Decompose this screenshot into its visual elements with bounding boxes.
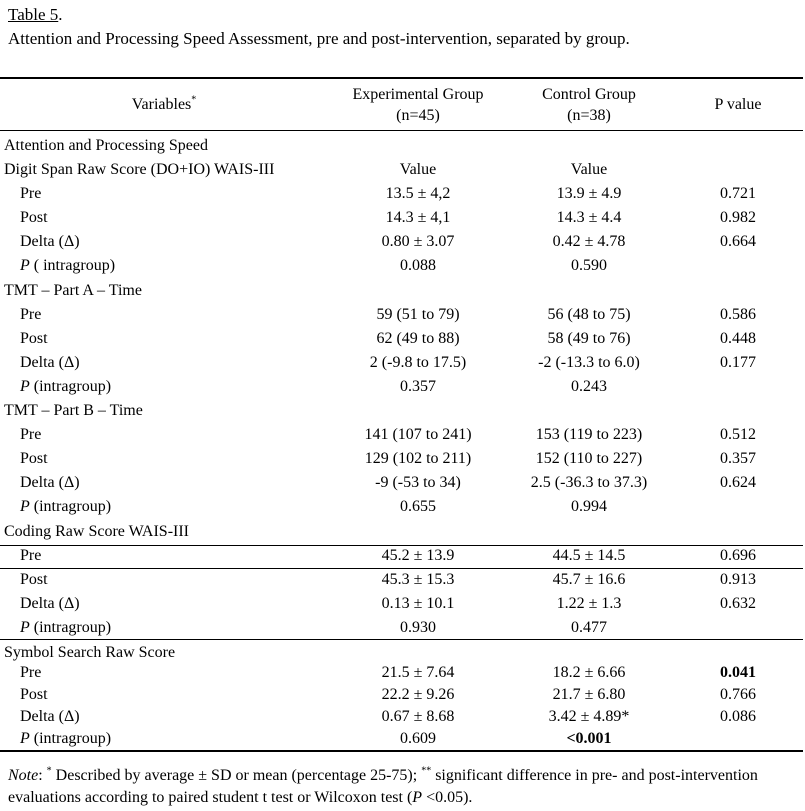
cell-control: 0.590 xyxy=(571,257,607,274)
cell-experimental: 22.2 ± 9.26 xyxy=(381,686,455,703)
cell-control: -2 (-13.3 to 6.0) xyxy=(538,354,640,371)
rule-symbol-search xyxy=(0,639,803,640)
row-label-text: Pre xyxy=(20,306,42,323)
cell-experimental: 2 (-9.8 to 17.5) xyxy=(369,354,467,371)
cell-p-value: 0.041 xyxy=(720,664,756,681)
row-label-text: Pre xyxy=(20,664,42,681)
row-label-p: P xyxy=(20,730,30,747)
cell-control: 153 (119 to 223) xyxy=(535,426,643,443)
row-label-p: P xyxy=(20,619,30,636)
note-p: P xyxy=(412,789,423,806)
header-variables-sup: * xyxy=(191,94,197,106)
header-control-title: Control Group xyxy=(542,86,636,103)
row-label xyxy=(20,377,111,397)
cell-p-value: 0.721 xyxy=(720,185,756,202)
cell-p-value: 0.632 xyxy=(720,595,756,612)
row-label xyxy=(20,425,41,445)
table-note xyxy=(8,765,798,809)
table-title: Attention and Processing Speed Assessment, pre and post-intervention, separated by group. xyxy=(8,29,630,48)
cell-control: 3.42 ± 4.89* xyxy=(548,708,630,725)
row-label xyxy=(20,570,48,590)
row-label xyxy=(20,729,111,749)
row-label-text: Delta (Δ) xyxy=(20,233,80,250)
header-experimental-title: Experimental Group xyxy=(352,86,484,103)
note-prefix: Note xyxy=(8,767,39,784)
row-label-text: Post xyxy=(20,571,48,588)
cell-control: <0.001 xyxy=(566,730,612,747)
row-label-text: Delta (Δ) xyxy=(20,708,80,725)
header-p-value: P value xyxy=(714,96,762,113)
row-label xyxy=(20,449,48,469)
section-title: Attention and Processing Speed xyxy=(4,137,208,154)
cell-control: 44.5 ± 14.5 xyxy=(552,547,626,564)
row-label xyxy=(20,546,41,566)
row-label xyxy=(20,208,48,228)
header-variables-label: Variables xyxy=(131,96,192,113)
row-label-text: Post xyxy=(20,686,48,703)
row-label xyxy=(20,473,80,493)
row-label xyxy=(20,184,41,204)
cell-control: 18.2 ± 6.66 xyxy=(552,664,626,681)
cell-experimental: 13.5 ± 4,2 xyxy=(385,185,451,202)
group-title: Symbol Search Raw Score xyxy=(4,644,176,661)
cell-experimental: 129 (102 to 211) xyxy=(364,450,472,467)
row-label xyxy=(20,594,80,614)
cell-p-value: 0.086 xyxy=(720,708,756,725)
cell-experimental: 0.930 xyxy=(400,619,436,636)
group-title: Coding Raw Score WAIS-III xyxy=(4,523,190,540)
row-label-p: P xyxy=(20,378,30,395)
row-label xyxy=(20,618,111,638)
header-rule xyxy=(0,130,803,131)
cell-experimental: -9 (-53 to 34) xyxy=(375,474,461,491)
cell-experimental: 14.3 ± 4,1 xyxy=(385,209,451,226)
cell-control: 45.7 ± 16.6 xyxy=(552,571,626,588)
row-label xyxy=(20,353,80,373)
note-sup-1: * xyxy=(46,765,52,777)
cell-p-value: 0.766 xyxy=(720,686,756,703)
cell-p-value: 0.586 xyxy=(720,306,756,323)
row-label xyxy=(20,685,48,705)
row-label-text: Pre xyxy=(20,547,42,564)
cell-experimental: 0.67 ± 8.68 xyxy=(381,708,455,725)
row-label xyxy=(20,329,48,349)
row-label-text: (intragroup) xyxy=(29,730,112,747)
row-label xyxy=(20,256,115,276)
cell-experimental: 62 (49 to 88) xyxy=(376,330,460,347)
cell-p-value: 0.448 xyxy=(720,330,756,347)
header-control xyxy=(497,84,681,126)
cell-p-value: 0.664 xyxy=(720,233,756,250)
row-label-text: Pre xyxy=(20,185,42,202)
cell-p-value: 0.177 xyxy=(720,354,756,371)
cell-experimental: 0.357 xyxy=(400,378,436,395)
cell-control: 2.5 (-36.3 to 37.3) xyxy=(530,474,648,491)
note-text-2: significant difference in pre- and post-intervention evaluations according to paired student t test or Wilcoxon test ( xyxy=(8,767,758,806)
group-title: TMT – Part B – Time xyxy=(4,402,143,419)
cell-experimental: 141 (107 to 241) xyxy=(364,426,472,443)
cell-control: 152 (110 to 227) xyxy=(535,450,643,467)
row-label xyxy=(20,707,80,727)
row-label-p: P xyxy=(20,498,30,515)
row-label-text: Delta (Δ) xyxy=(20,474,80,491)
group-title: TMT – Part A – Time xyxy=(4,282,142,299)
table-label-suffix: . xyxy=(58,5,63,24)
cell-experimental: 0.13 ± 10.1 xyxy=(381,595,455,612)
note-colon: : xyxy=(38,767,47,784)
cell-control: 0.477 xyxy=(571,619,607,636)
header-experimental-n: (n=45) xyxy=(396,107,440,124)
cell-control: 14.3 ± 4.4 xyxy=(556,209,622,226)
row-label-text: Post xyxy=(20,330,48,347)
cell-control: 58 (49 to 76) xyxy=(547,330,631,347)
cell-experimental: 45.2 ± 13.9 xyxy=(381,547,455,564)
group-exp-heading: Value xyxy=(399,161,437,178)
row-label-text: (intragroup) xyxy=(29,619,112,636)
cell-control: 56 (48 to 75) xyxy=(547,306,631,323)
row-label-text: (intragroup) xyxy=(29,378,112,395)
note-sup-2: ** xyxy=(421,765,432,777)
group-title: Digit Span Raw Score (DO+IO) WAIS-III xyxy=(4,161,275,178)
cell-experimental: 0.609 xyxy=(400,730,436,747)
cell-p-value: 0.696 xyxy=(720,547,756,564)
cell-p-value: 0.512 xyxy=(720,426,756,443)
header-experimental xyxy=(326,84,510,126)
row-label-p: P xyxy=(20,257,30,274)
rule-coding-post xyxy=(0,568,803,569)
header-control-n: (n=38) xyxy=(567,107,611,124)
cell-p-value: 0.982 xyxy=(720,209,756,226)
row-label xyxy=(20,232,80,252)
row-label-text: (intragroup) xyxy=(29,498,112,515)
cell-p-value: 0.357 xyxy=(720,450,756,467)
header-variables xyxy=(4,95,324,115)
cell-experimental: 21.5 ± 7.64 xyxy=(381,664,455,681)
note-text-1: Described by average ± SD or mean (percentage 25-75); xyxy=(51,767,422,784)
cell-experimental: 0.80 ± 3.07 xyxy=(381,233,455,250)
cell-experimental: 59 (51 to 79) xyxy=(376,306,460,323)
note-text-3: <0.05). xyxy=(422,789,473,806)
top-rule xyxy=(0,77,803,79)
bottom-rule xyxy=(0,750,803,752)
row-label-text: ( intragroup) xyxy=(29,257,116,274)
rule-coding-pre xyxy=(0,545,803,546)
row-label xyxy=(20,663,41,683)
table-caption xyxy=(8,3,630,51)
cell-experimental: 45.3 ± 15.3 xyxy=(381,571,455,588)
cell-p-value: 0.913 xyxy=(720,571,756,588)
row-label-text: Post xyxy=(20,209,48,226)
cell-control: 0.42 ± 4.78 xyxy=(552,233,626,250)
row-label-text: Delta (Δ) xyxy=(20,595,80,612)
row-label xyxy=(20,305,41,325)
cell-experimental: 0.655 xyxy=(400,498,436,515)
cell-p-value: 0.624 xyxy=(720,474,756,491)
cell-experimental: 0.088 xyxy=(400,257,436,274)
row-label-text: Delta (Δ) xyxy=(20,354,80,371)
cell-control: 0.243 xyxy=(571,378,607,395)
cell-control: 21.7 ± 6.80 xyxy=(552,686,626,703)
cell-control: 1.22 ± 1.3 xyxy=(556,595,622,612)
table-label: Table 5 xyxy=(8,5,59,24)
row-label-text: Post xyxy=(20,450,48,467)
row-label-text: Pre xyxy=(20,426,42,443)
cell-control: 13.9 ± 4.9 xyxy=(556,185,622,202)
cell-control: 0.994 xyxy=(571,498,607,515)
group-ctl-heading: Value xyxy=(570,161,608,178)
row-label xyxy=(20,497,111,517)
